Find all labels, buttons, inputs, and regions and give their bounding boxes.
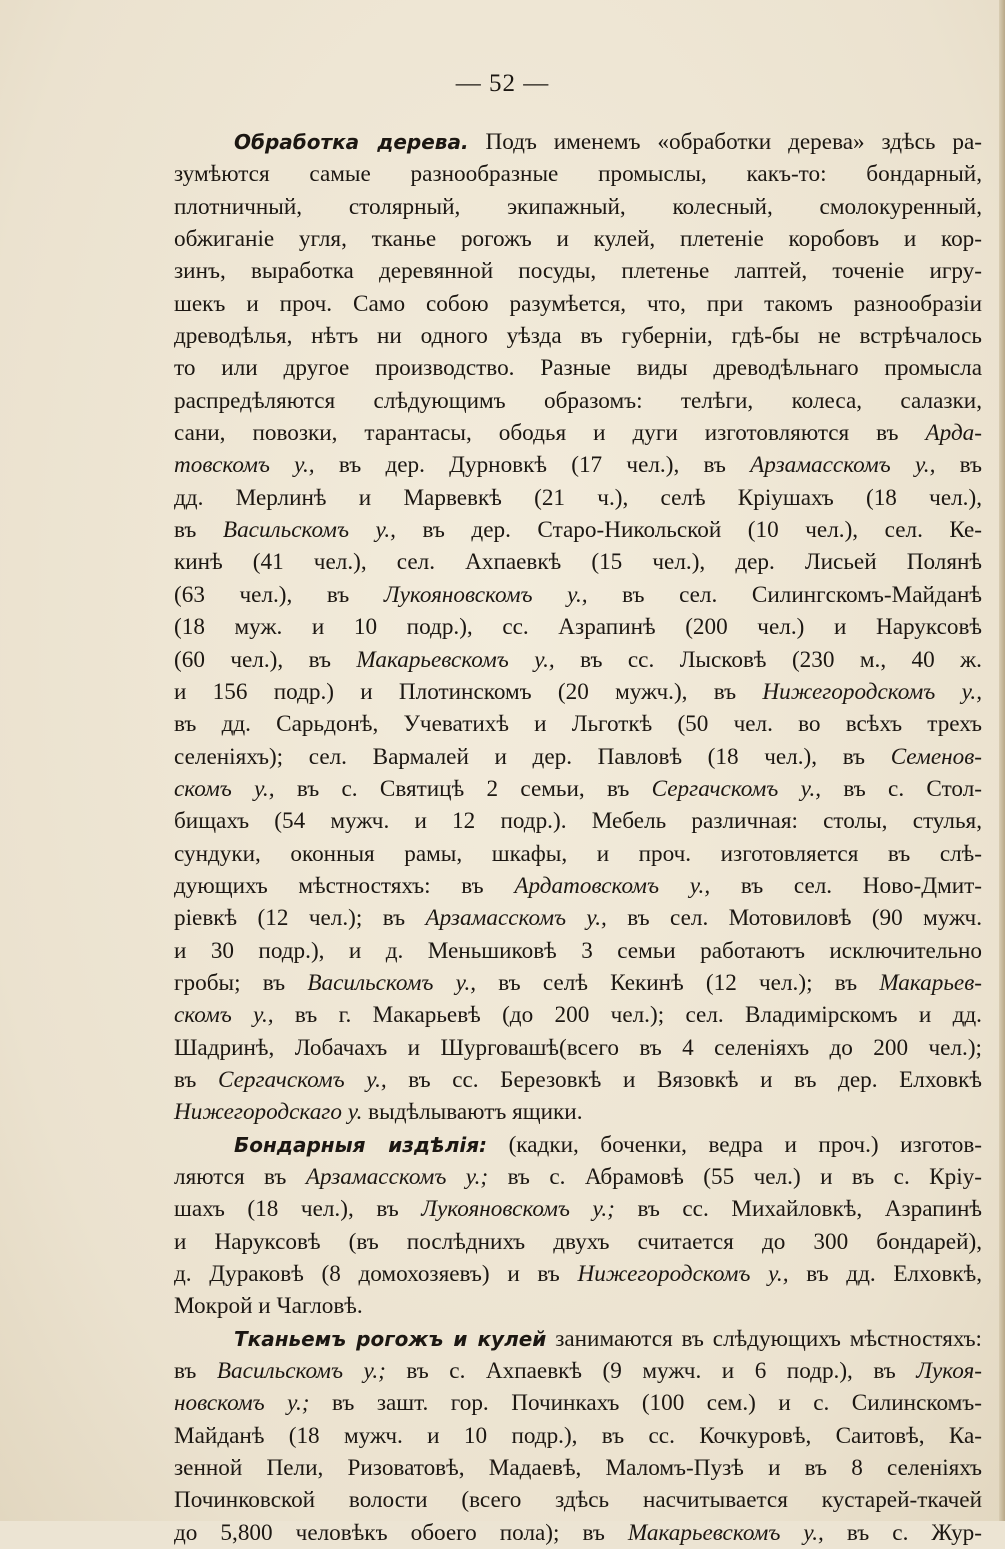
text-run: въ сел. Силингскомъ-Майданѣ xyxy=(587,581,982,608)
text-line xyxy=(174,935,982,967)
text-line xyxy=(174,1129,982,1161)
text-run: въ с. Ахпаевкѣ (9 мужч. и 6 подр.), въ xyxy=(385,1358,917,1385)
text-run: въ сел. Мотовиловѣ (90 мужч. xyxy=(606,905,982,932)
text-run: бищахъ (54 мужч. и 12 подр.). Мебель различная: столы, стулья, xyxy=(174,808,982,835)
italic-text: Макарьевскомъ у., xyxy=(627,1519,824,1546)
text-line xyxy=(174,417,982,449)
text-run: выдѣлываютъ ящики. xyxy=(362,1099,583,1126)
text-run: древодѣлья, нѣтъ ни одного уѣзда въ губерніи, гдѣ-бы не встрѣчалось xyxy=(174,323,982,350)
text-run: сани, повозки, тарантасы, ободья и дуги изготовляются въ xyxy=(174,420,926,447)
text-run: зумѣются самые разнообразные промыслы, какъ-то: бондарный, xyxy=(174,161,982,188)
page-number: — 52 — xyxy=(455,70,550,97)
text-run: въ сел. Ново-Дмит- xyxy=(710,872,983,899)
text-run: въ дер. Старо-Никольской (10 чел.), сел. Ке- xyxy=(395,517,982,544)
italic-text: Лукояновскомъ у.; xyxy=(421,1196,615,1223)
text-line xyxy=(174,805,982,837)
text-run: гробы; въ xyxy=(174,969,308,996)
section-heading: Тканьемъ рогожъ и кулей xyxy=(234,1326,547,1351)
text-run: въ xyxy=(174,1066,218,1093)
text-run: въ с. Жур- xyxy=(823,1519,982,1546)
text-run: Мокрой и Чагловѣ. xyxy=(174,1293,363,1320)
text-run: занимаются въ слѣдующихъ мѣстностяхъ: xyxy=(546,1325,983,1352)
text-line xyxy=(174,999,982,1031)
text-line xyxy=(174,902,982,934)
text-run: въ г. Макарьевѣ (до 200 чел.); сел. Владимірскомъ и дд. xyxy=(273,1002,982,1029)
text-line xyxy=(174,320,982,352)
text-run: обжиганіе угля, тканье рогожъ и кулей, плетеніе коробовъ и кор- xyxy=(174,226,982,253)
text-run: въ xyxy=(935,452,983,479)
italic-text: Арзамасскомъ у.; xyxy=(305,1164,489,1190)
text-line xyxy=(174,1258,982,1290)
text-line xyxy=(174,1096,982,1128)
text-line xyxy=(174,1032,982,1064)
text-run: зинъ, выработка деревянной посуды, плетенье лаптей, точеніе игру- xyxy=(174,258,982,285)
text-run: и 156 подр.) и Плотинскомъ (20 мужч.), въ xyxy=(174,678,763,705)
italic-text: Васильскомъ у., xyxy=(307,969,477,996)
text-line xyxy=(174,546,982,578)
text-run: (60 чел.), въ xyxy=(174,646,357,673)
italic-text: новскомъ у.; xyxy=(174,1390,310,1417)
text-run: Починковской волости (всего здѣсь насчитывается кустарей-ткачей xyxy=(174,1487,982,1514)
text-run: до 5,800 человѣкъ обоего пола); въ xyxy=(174,1519,628,1546)
section-heading: Бондарныя издѣлія: xyxy=(234,1132,488,1157)
text-run: въ сс. Михайловкѣ, Азрапинѣ xyxy=(614,1196,982,1223)
italic-text: Сергачскомъ у., xyxy=(651,775,822,802)
text-line xyxy=(174,482,982,514)
text-line xyxy=(174,1517,982,1549)
text-run: въ дер. Дурновкѣ (17 чел.), въ xyxy=(314,452,751,479)
italic-text: скомъ у., xyxy=(174,775,275,802)
text-run: и 30 подр.), и д. Меньшиковѣ 3 семьи работаютъ исключительно xyxy=(174,937,982,964)
italic-text: товскомъ у., xyxy=(174,452,315,479)
text-run: въ xyxy=(174,517,223,544)
text-run: Шадринѣ, Лобачахъ и Шурговашѣ(всего въ 4 селеніяхъ до 200 чел.); xyxy=(174,1034,982,1061)
text-line xyxy=(174,223,982,255)
text-run: Майданѣ (18 мужч. и 10 подр.), въ сс. Кочкуровѣ, Саитовѣ, Ка- xyxy=(174,1422,982,1449)
text-line xyxy=(174,385,982,417)
text-run: дд. Мерлинѣ и Марвевкѣ (21 ч.), селѣ Кріушахъ (18 чел.), xyxy=(174,484,982,511)
text-run: въ сс. Лысковѣ (230 м., 40 ж. xyxy=(554,646,982,673)
italic-text: Арзамасскомъ у., xyxy=(425,905,607,932)
text-run: въ зашт. гор. Починкахъ (100 сем.) и с. Силинскомъ- xyxy=(309,1390,982,1417)
text-run: (кадки, боченки, ведра и проч.) изготов- xyxy=(487,1131,982,1158)
text-run: въ сс. Березовкѣ и Вязовкѣ и въ дер. Елховкѣ xyxy=(386,1066,982,1093)
text-run: распредѣляются слѣдующимъ образомъ: телѣги, колеса, салазки, xyxy=(174,387,982,414)
text-line xyxy=(174,1226,982,1258)
page-edge xyxy=(999,0,1005,1521)
italic-text: скомъ у., xyxy=(174,1002,274,1029)
text-line xyxy=(174,191,982,223)
text-line xyxy=(174,288,982,320)
italic-text: Лукояновскомъ у., xyxy=(383,581,588,608)
italic-text: Сергачскомъ у., xyxy=(217,1066,387,1093)
text-run: въ с. Стол- xyxy=(821,775,982,802)
text-run: то или другое производство. Разные виды древодѣльнаго промысла xyxy=(174,355,982,382)
italic-text: Макарьевскомъ у., xyxy=(356,646,555,673)
text-run: шекъ и проч. Само собою разумѣется, что, при такомъ разнообразіи xyxy=(174,290,982,317)
text-line xyxy=(174,1355,982,1387)
body-text xyxy=(174,126,982,1549)
italic-text: Васильскомъ у.; xyxy=(216,1358,386,1385)
text-line xyxy=(174,579,982,611)
text-line xyxy=(174,1193,982,1225)
text-line xyxy=(174,1387,982,1419)
text-run: шахъ (18 чел.), въ xyxy=(174,1196,422,1223)
text-line xyxy=(174,644,982,676)
text-line xyxy=(174,1064,982,1096)
text-run: и Наруксовѣ (въ послѣднихъ двухъ считается до 300 бондарей), xyxy=(174,1228,982,1255)
text-line xyxy=(174,611,982,643)
text-line xyxy=(174,126,982,158)
text-line xyxy=(174,1290,982,1322)
text-line xyxy=(174,449,982,481)
text-line xyxy=(174,773,982,805)
text-run: сундуки, оконныя рамы, шкафы, и проч. изготовляется въ слѣ- xyxy=(174,840,982,867)
text-line xyxy=(174,1323,982,1355)
text-run: (63 чел.), въ xyxy=(174,581,384,608)
text-run: плотничный, столярный, экипажный, колесный, смолокуренный, xyxy=(174,193,982,220)
italic-text: Лукоя- xyxy=(916,1358,983,1385)
text-line xyxy=(174,255,982,287)
text-line xyxy=(174,514,982,546)
text-line xyxy=(174,352,982,384)
text-run: въ xyxy=(174,1358,217,1385)
text-run: въ дд. Сарьдонѣ, Учеватихѣ и Льготкѣ (50 чел. во всѣхъ трехъ xyxy=(174,711,982,738)
text-line xyxy=(174,967,982,999)
italic-text: Ардатовскомъ у., xyxy=(514,872,711,899)
section-heading: Обработка дерева. xyxy=(234,130,469,154)
text-line xyxy=(174,676,982,708)
italic-text: Васильскомъ у., xyxy=(222,517,396,544)
text-line xyxy=(174,1420,982,1452)
text-line xyxy=(174,838,982,870)
italic-text: Нижегородскомъ у., xyxy=(577,1261,789,1288)
text-run: зенной Пели, Ризоватовѣ, Мадаевѣ, Маломъ-Пузѣ и въ 8 селеніяхъ xyxy=(174,1455,982,1482)
italic-text: Арзамасскомъ у., xyxy=(750,452,936,479)
italic-text: Семенов- xyxy=(890,743,982,770)
text-run: д. Дураковѣ (8 домохозяевъ) и въ xyxy=(174,1261,578,1288)
text-run: селеніяхъ); сел. Вармалей и дер. Павловѣ (18 чел.), въ xyxy=(174,743,891,770)
text-line xyxy=(174,870,982,902)
text-line xyxy=(174,1452,982,1484)
text-run: (18 муж. и 10 подр.), сс. Азрапинѣ (200 чел.) и Наруксовѣ xyxy=(174,614,982,641)
italic-text: Нижегородскаго у. xyxy=(174,1099,363,1126)
text-run: дующихъ мѣстностяхъ: въ xyxy=(174,872,515,899)
text-run: ріевкѣ (12 чел.); въ xyxy=(174,905,426,932)
text-line xyxy=(174,1161,982,1193)
text-run: кинѣ (41 чел.), сел. Ахпаевкѣ (15 чел.), дер. Лисьей Полянѣ xyxy=(174,549,982,576)
text-line xyxy=(174,158,982,190)
text-run: въ селѣ Кекинѣ (12 чел.); въ xyxy=(476,969,880,996)
text-run: въ с. Святицѣ 2 семьи, въ xyxy=(274,775,652,802)
italic-text: Арда- xyxy=(925,420,982,447)
italic-text: Макарьев- xyxy=(879,969,982,996)
text-run: Подъ именемъ «обработки дерева» здѣсь ра- xyxy=(468,129,982,155)
text-run: ляются въ xyxy=(174,1164,306,1190)
text-line xyxy=(174,708,982,740)
text-line xyxy=(174,741,982,773)
text-run: въ с. Абрамовѣ (55 чел.) и въ с. Кріу- xyxy=(488,1164,982,1190)
text-run: въ дд. Елховкѣ, xyxy=(788,1261,982,1288)
text-line xyxy=(174,1484,982,1516)
italic-text: Нижегородскомъ у., xyxy=(762,678,982,705)
